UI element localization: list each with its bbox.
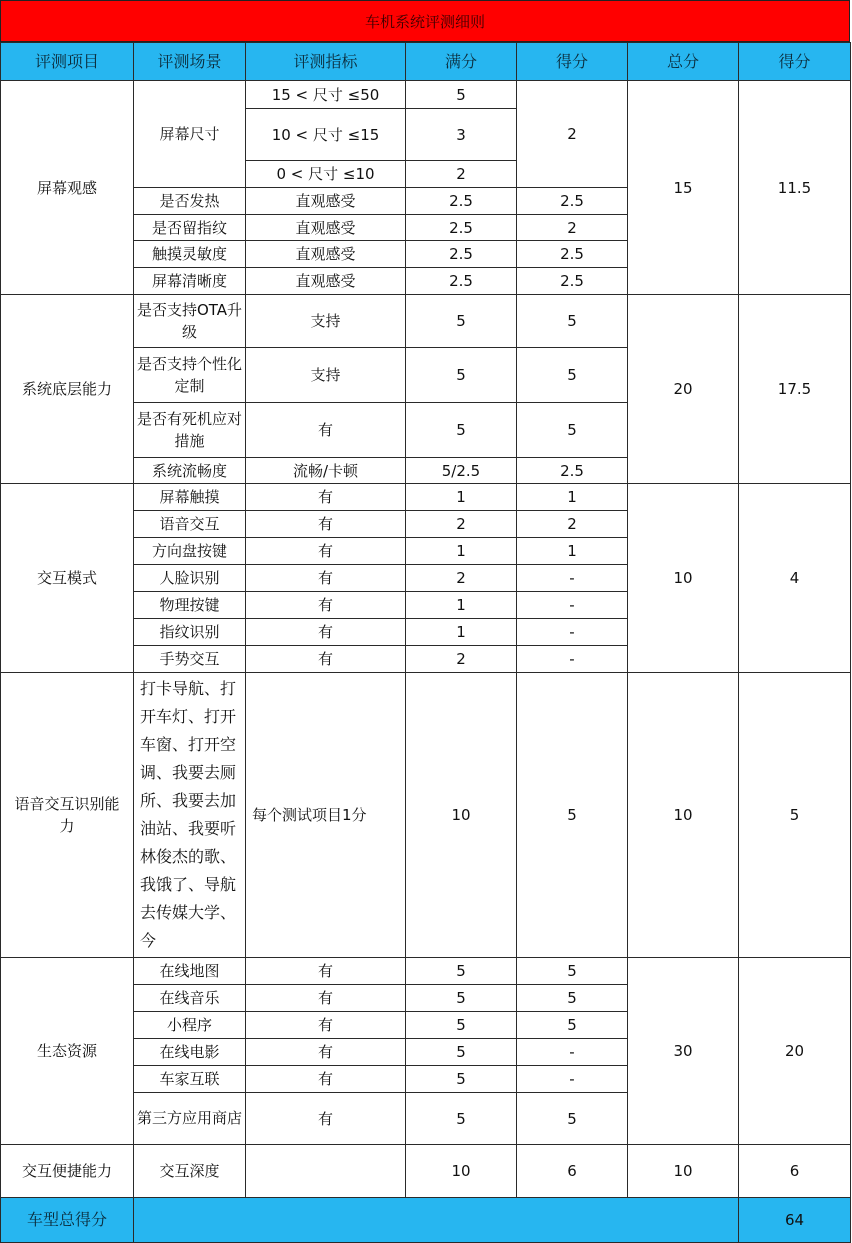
metric-cell: 有	[246, 646, 406, 673]
metric-cell: 直观感受	[246, 268, 406, 295]
full-cell: 5	[406, 1066, 517, 1093]
metric-cell: 有	[246, 511, 406, 538]
got-cell: 5	[517, 673, 628, 958]
got-cell: 5	[517, 1093, 628, 1145]
full-cell: 5	[406, 403, 517, 458]
got-cell: -	[517, 592, 628, 619]
scene-cell: 手势交互	[134, 646, 246, 673]
full-cell: 10	[406, 673, 517, 958]
scene-cell: 车家互联	[134, 1066, 246, 1093]
full-cell: 1	[406, 484, 517, 511]
metric-cell: 有	[246, 985, 406, 1012]
full-cell: 10	[406, 1145, 517, 1198]
metric-cell: 有	[246, 538, 406, 565]
score-cell: 5	[739, 673, 851, 958]
scene-cell: 人脸识别	[134, 565, 246, 592]
got-cell: -	[517, 1039, 628, 1066]
full-cell: 1	[406, 619, 517, 646]
full-cell: 2.5	[406, 215, 517, 241]
metric-cell	[246, 1145, 406, 1198]
section-ecosystem: 生态资源	[1, 958, 134, 1145]
section-interaction: 交互模式	[1, 484, 134, 673]
total-cell: 20	[628, 295, 739, 484]
metric-cell: 有	[246, 1039, 406, 1066]
header-got: 得分	[517, 43, 628, 81]
got-cell: 5	[517, 348, 628, 403]
header-item: 评测项目	[1, 43, 134, 81]
total-score-value: 64	[739, 1198, 851, 1243]
evaluation-table	[0, 42, 851, 1243]
got-cell: 2.5	[517, 458, 628, 484]
got-cell: 1	[517, 538, 628, 565]
got-cell: 5	[517, 295, 628, 348]
total-cell: 30	[628, 958, 739, 1145]
header-row	[1, 43, 851, 81]
scene-cell: 交互深度	[134, 1145, 246, 1198]
scene-cell: 是否支持个性化定制	[134, 348, 246, 403]
score-cell: 11.5	[739, 81, 851, 295]
got-cell: 2.5	[517, 241, 628, 268]
metric-cell: 有	[246, 1012, 406, 1039]
scene-cell: 语音交互	[134, 511, 246, 538]
full-cell: 3	[406, 109, 517, 161]
scene-cell: 打卡导航、打开车灯、打开车窗、打开空调、我要去厕所、我要去加油站、我要听林俊杰的歌、我饿了、导航去传媒大学、今	[134, 673, 246, 958]
scene-cell: 在线电影	[134, 1039, 246, 1066]
metric-cell: 有	[246, 403, 406, 458]
full-cell: 5	[406, 1039, 517, 1066]
full-cell: 2	[406, 646, 517, 673]
full-cell: 2	[406, 511, 517, 538]
metric-cell: 每个测试项目1分	[246, 673, 406, 958]
full-cell: 5/2.5	[406, 458, 517, 484]
full-cell: 1	[406, 592, 517, 619]
metric-cell: 有	[246, 1066, 406, 1093]
total-cell: 10	[628, 484, 739, 673]
scene-cell: 是否有死机应对措施	[134, 403, 246, 458]
score-cell: 6	[739, 1145, 851, 1198]
got-cell: 2	[517, 81, 628, 188]
header-full: 满分	[406, 43, 517, 81]
scene-cell: 是否支持OTA升级	[134, 295, 246, 348]
metric-cell: 直观感受	[246, 188, 406, 215]
scene-cell: 方向盘按键	[134, 538, 246, 565]
scene-cell: 是否留指纹	[134, 215, 246, 241]
got-cell: 5	[517, 403, 628, 458]
section-screen: 屏幕观感	[1, 81, 134, 295]
header-total: 总分	[628, 43, 739, 81]
table-row	[1, 484, 851, 511]
metric-cell: 支持	[246, 348, 406, 403]
full-cell: 5	[406, 985, 517, 1012]
got-cell: -	[517, 646, 628, 673]
full-cell: 5	[406, 1012, 517, 1039]
full-cell: 2.5	[406, 241, 517, 268]
total-cell: 15	[628, 81, 739, 295]
full-cell: 1	[406, 538, 517, 565]
header-metric: 评测指标	[246, 43, 406, 81]
scene-cell: 系统流畅度	[134, 458, 246, 484]
metric-cell: 有	[246, 1093, 406, 1145]
table-row	[1, 1145, 851, 1198]
score-cell: 4	[739, 484, 851, 673]
got-cell: 5	[517, 985, 628, 1012]
got-cell: 2.5	[517, 268, 628, 295]
total-row	[1, 1198, 851, 1243]
scene-cell: 屏幕尺寸	[134, 81, 246, 188]
metric-cell: 有	[246, 565, 406, 592]
score-cell: 20	[739, 958, 851, 1145]
metric-cell: 直观感受	[246, 215, 406, 241]
scene-cell: 小程序	[134, 1012, 246, 1039]
got-cell: 2	[517, 511, 628, 538]
metric-cell: 有	[246, 619, 406, 646]
metric-cell: 直观感受	[246, 241, 406, 268]
table-row	[1, 673, 851, 958]
full-cell: 2.5	[406, 268, 517, 295]
header-scene: 评测场景	[134, 43, 246, 81]
got-cell: -	[517, 619, 628, 646]
table-row	[1, 958, 851, 985]
got-cell: -	[517, 565, 628, 592]
metric-cell: 0 < 尺寸 ≤10	[246, 161, 406, 188]
metric-cell: 10 < 尺寸 ≤15	[246, 109, 406, 161]
score-cell: 17.5	[739, 295, 851, 484]
header-score: 得分	[739, 43, 851, 81]
full-cell: 2	[406, 565, 517, 592]
table-row	[1, 81, 851, 109]
got-cell: 6	[517, 1145, 628, 1198]
scene-cell: 屏幕触摸	[134, 484, 246, 511]
got-cell: 2.5	[517, 188, 628, 215]
total-cell: 10	[628, 1145, 739, 1198]
metric-cell: 有	[246, 958, 406, 985]
scene-cell: 物理按键	[134, 592, 246, 619]
scene-cell: 指纹识别	[134, 619, 246, 646]
section-convenience: 交互便捷能力	[1, 1145, 134, 1198]
scene-cell: 在线音乐	[134, 985, 246, 1012]
scene-cell: 屏幕清晰度	[134, 268, 246, 295]
total-cell: 10	[628, 673, 739, 958]
metric-cell: 15 < 尺寸 ≤50	[246, 81, 406, 109]
full-cell: 5	[406, 958, 517, 985]
scene-cell: 触摸灵敏度	[134, 241, 246, 268]
full-cell: 5	[406, 1093, 517, 1145]
got-cell: 5	[517, 958, 628, 985]
full-cell: 5	[406, 348, 517, 403]
section-voice: 语音交互识别能力	[1, 673, 134, 958]
full-cell: 5	[406, 81, 517, 109]
metric-cell: 有	[246, 484, 406, 511]
full-cell: 5	[406, 295, 517, 348]
got-cell: -	[517, 1066, 628, 1093]
table-row	[1, 295, 851, 348]
got-cell: 1	[517, 484, 628, 511]
metric-cell: 支持	[246, 295, 406, 348]
scene-cell: 是否发热	[134, 188, 246, 215]
got-cell: 5	[517, 1012, 628, 1039]
metric-cell: 流畅/卡顿	[246, 458, 406, 484]
scene-cell: 第三方应用商店	[134, 1093, 246, 1145]
total-score-label: 车型总得分	[1, 1198, 134, 1243]
scene-cell: 在线地图	[134, 958, 246, 985]
got-cell: 2	[517, 215, 628, 241]
total-score-spacer	[134, 1198, 739, 1243]
full-cell: 2	[406, 161, 517, 188]
section-system: 系统底层能力	[1, 295, 134, 484]
full-cell: 2.5	[406, 188, 517, 215]
metric-cell: 有	[246, 592, 406, 619]
table-title: 车机系统评测细则	[0, 0, 850, 42]
